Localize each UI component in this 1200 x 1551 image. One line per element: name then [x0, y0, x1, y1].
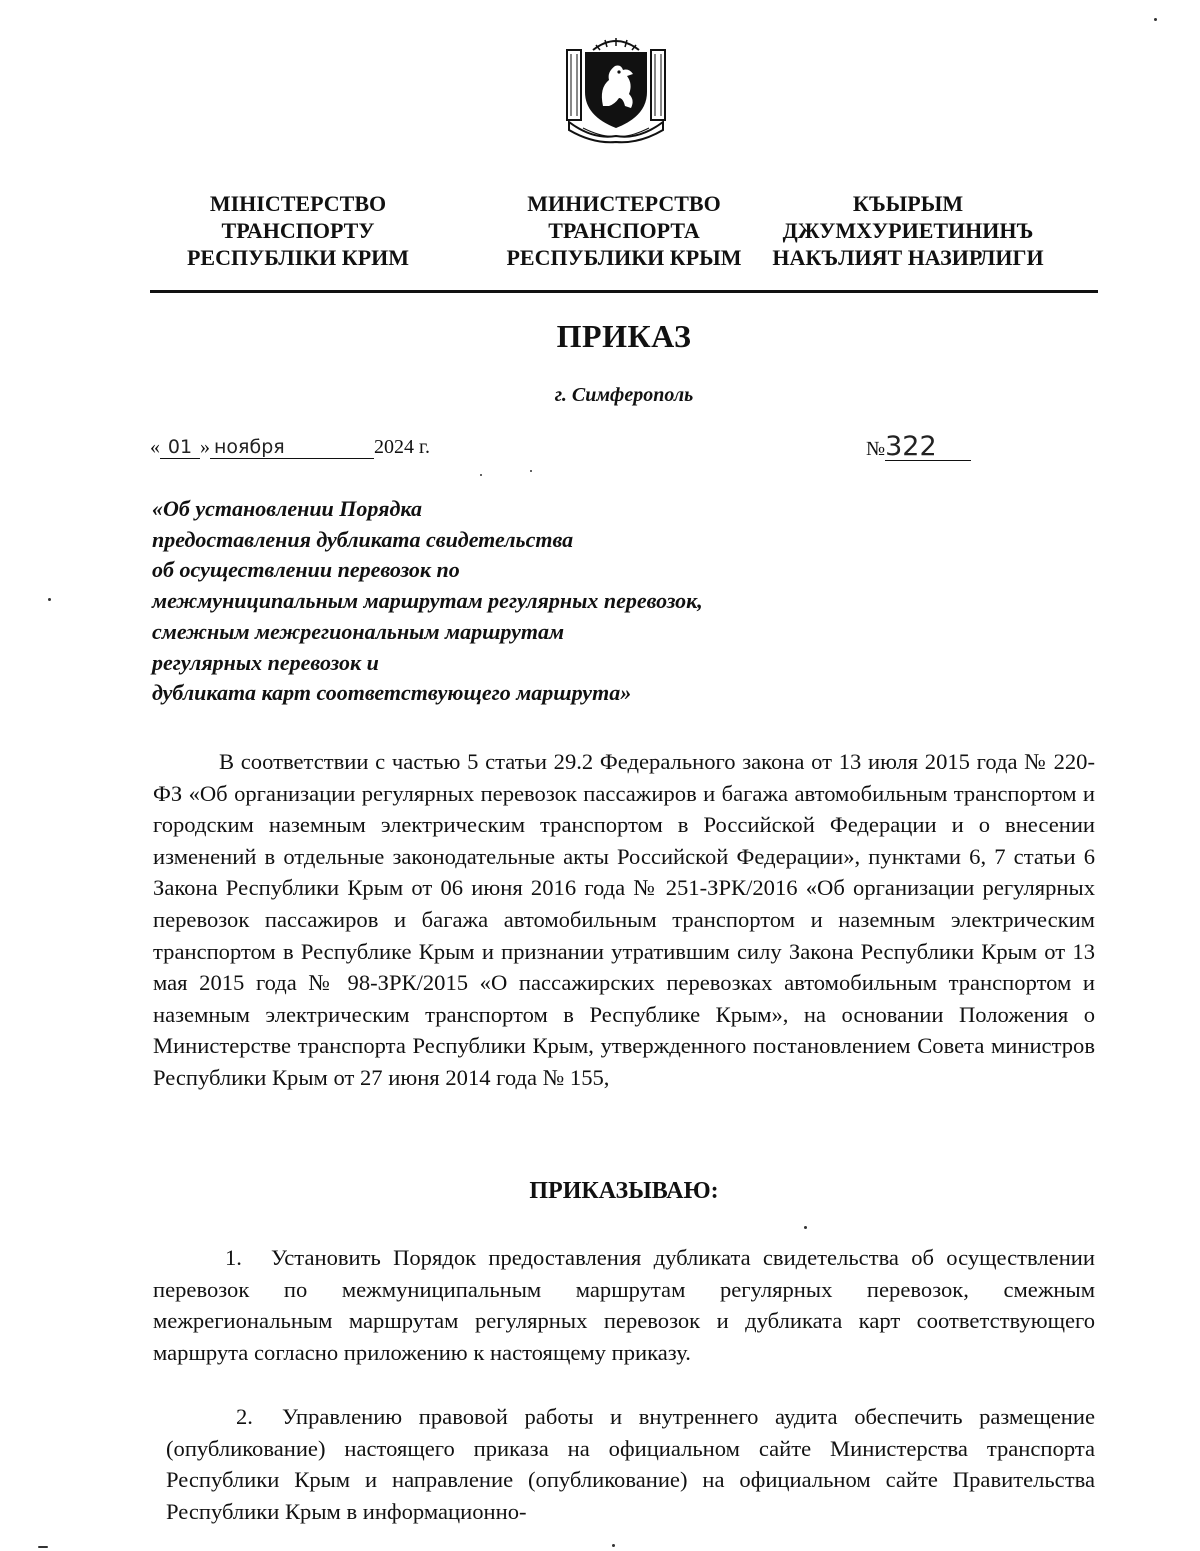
- subject-line: предоставления дубликата свидетельства: [152, 526, 574, 552]
- header-russian: [474, 190, 774, 271]
- scan-speck: [804, 1226, 807, 1229]
- document-city: г. Симферополь: [554, 384, 694, 406]
- header-line: КЪЫРЫМ: [852, 191, 964, 216]
- item-text: Управлению правовой работы и внутреннего аудита обеспечить размещение (опубликование) настоящего приказа на официальном сайте Министерства транспорта Республики Крым и направление (опубликование) на официальном сайте Правительства Республики Крым в информационно-: [166, 1404, 1095, 1524]
- document-date: [150, 436, 430, 459]
- date-close-quote: »: [200, 436, 210, 458]
- subject-line: межмуниципальным маршрутам регулярных перевозок,: [152, 588, 703, 614]
- subject-line: смежным межрегиональным маршрутам: [152, 618, 565, 644]
- header-line: ТРАНСПОРТА: [548, 218, 700, 243]
- scan-speck: [612, 1544, 615, 1547]
- scan-speck: [1154, 18, 1157, 21]
- order-item: [166, 1401, 1095, 1527]
- preamble-paragraph: В соответствии с частью 5 статьи 29.2 Федерального закона от 13 июля 2015 года № 220-ФЗ «Об организации регулярных перевозок пассажиров и багажа автомобильным транспортом и городским наземным электрическим транспортом в Российской Федерации и о внесении изменений в отдельные законодательные акты Российской Федерации», пунктами 6, 7 статьи 6 Закона Республики Крым от 06 июня 2016 года № 251-ЗРК/2016 «Об организации регулярных перевозок пассажиров и багажа автомобильным транспортом и наземным электрическим транспортом в Республике Крым и признании утратившим силу Закона Республики Крым от 13 мая 2015 года № 98-ЗРК/2015 «О пассажирских перевозках автомобильным транспортом и наземным электрическим транспортом в Республике Крым», на основании Положения о Министерстве транспорта Республики Крым, утвержденного постановлением Совета министров Республики Крым от 27 июня 2014 года № 155,: [153, 749, 1095, 1090]
- crimea-coat-of-arms-icon: [563, 36, 669, 144]
- header-line: РЕСПУБЛІКИ КРИМ: [186, 245, 410, 270]
- header-line: ТРАНСПОРТУ: [221, 218, 375, 243]
- header-line: МИНИСТЕРСТВО: [527, 191, 721, 216]
- header-line: ДЖУМХУРИЕТИНИНЪ: [782, 218, 1034, 243]
- header-line: МІНІСТЕРСТВО: [209, 191, 387, 216]
- document-subject: [152, 494, 872, 709]
- header-crimean-tatar: [753, 190, 1063, 271]
- ministry-header: [150, 190, 1098, 280]
- document-title: ПРИКАЗ: [556, 318, 692, 354]
- subject-line: дубликата карт соответствующего маршрута»: [152, 680, 632, 706]
- number-value: 322: [885, 434, 971, 461]
- scan-speck: [530, 470, 532, 472]
- date-month: ноября: [210, 436, 374, 459]
- number-sign: №: [866, 438, 886, 460]
- header-ukrainian: [148, 190, 448, 271]
- order-heading: ПРИКАЗЫВАЮ:: [529, 1178, 719, 1204]
- date-year: 2024 г.: [374, 436, 430, 458]
- subject-line: регулярных перевозок и: [152, 649, 379, 675]
- item-number: 1.: [225, 1245, 242, 1270]
- header-line: РЕСПУБЛИКИ КРЫМ: [506, 245, 742, 270]
- header-divider: [150, 290, 1098, 293]
- item-text: Установить Порядок предоставления дубликата свидетельства об осуществлении перевозок по межмуниципальным маршрутам регулярных перевозок, смежным межрегиональным маршрутам регулярных перевозок и дубликата карт соответствующего маршрута согласно приложению к настоящему приказу.: [153, 1245, 1095, 1365]
- date-open-quote: «: [150, 436, 160, 458]
- header-line: НАКЪЛИЯТ НАЗИРЛИГИ: [772, 245, 1044, 270]
- document-number: [866, 431, 971, 462]
- scan-speck: [38, 1546, 48, 1548]
- subject-line: об осуществлении перевозок по: [152, 557, 460, 583]
- scan-speck: [48, 598, 51, 601]
- subject-line: «Об установлении Порядка: [152, 496, 422, 521]
- item-number: 2.: [236, 1404, 253, 1429]
- order-item: [153, 1242, 1095, 1368]
- date-day: 01: [160, 436, 200, 459]
- scan-speck: [480, 474, 482, 476]
